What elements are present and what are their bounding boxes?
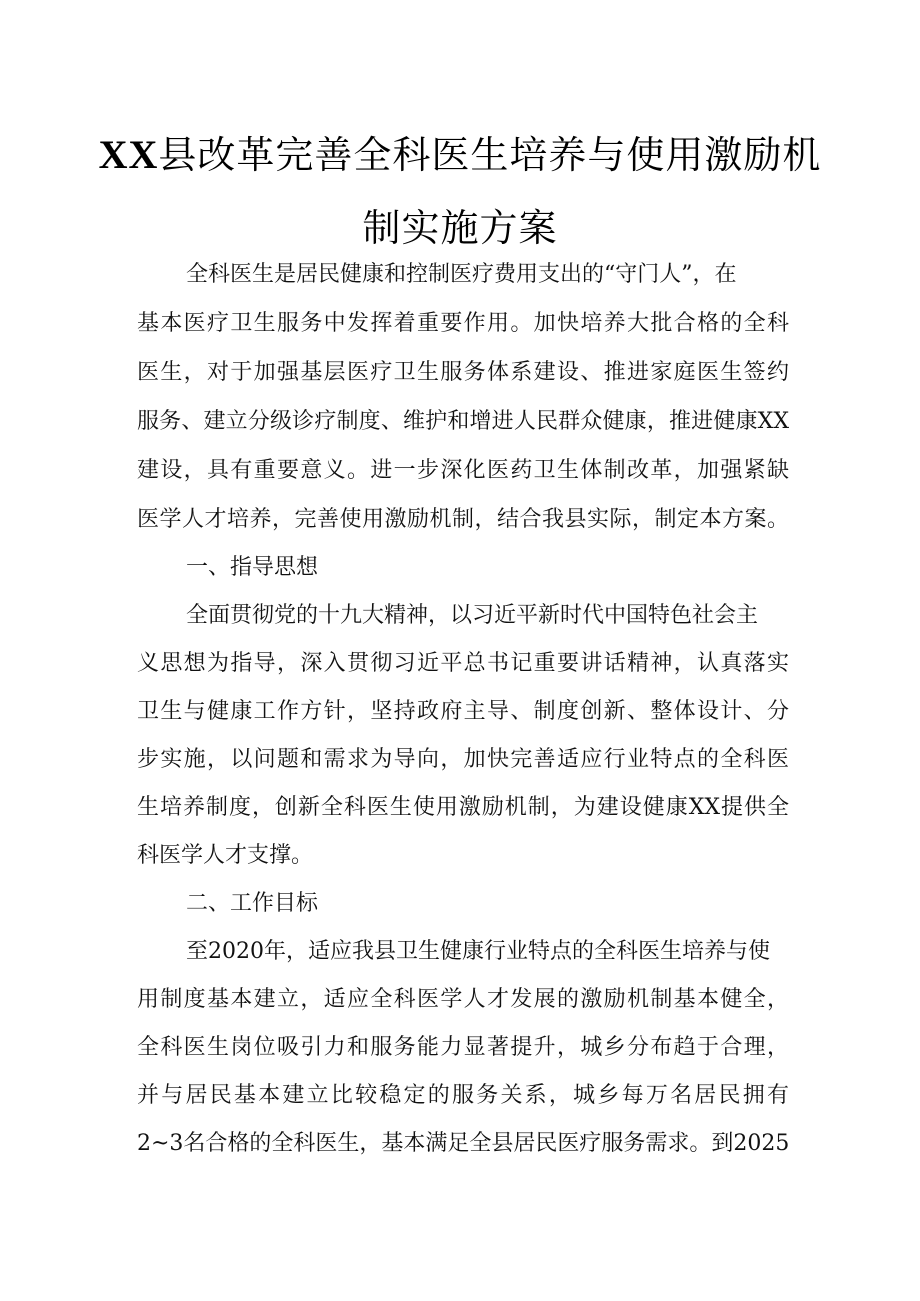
document-title-line-1 xyxy=(0,124,920,179)
section-1-line-4: 步实施，以问题和需求为导向，加快完善适应行业特点的全科医 xyxy=(137,747,789,772)
intro-line-4: 服务、建立分级诊疗制度、维护和增进人民群众健康，推进健康XX xyxy=(137,409,789,434)
intro-line-2: 基本医疗卫生服务中发挥着重要作用。加快培养大批合格的全科 xyxy=(137,311,789,336)
section-2-line-1: 至2020年，适应我县卫生健康行业特点的全科医生培养与使 xyxy=(186,939,770,964)
section-2-line-2: 用制度基本建立，适应全科医学人才发展的激励机制基本健全， xyxy=(137,987,789,1012)
section-1-heading: 一、指导思想 xyxy=(186,555,319,580)
intro-line-5: 建设，具有重要意义。进一步深化医药卫生体制改革，加强紧缺 xyxy=(137,458,789,483)
document-title-line-2: 制实施方案 xyxy=(362,206,558,250)
section-2-line-4: 并与居民基本建立比较稳定的服务关系，城乡每万名居民拥有 xyxy=(137,1083,789,1108)
section-1-line-2: 义思想为指导，深入贯彻习近平总书记重要讲话精神，认真落实 xyxy=(137,651,789,676)
section-1-line-5: 生培养制度，创新全科医生使用激励机制，为建设健康XX提供全 xyxy=(137,795,789,820)
section-1-line-6: 科医学人才支撑。 xyxy=(137,843,314,868)
title-county-code: XX xyxy=(98,132,159,177)
section-2-line-5: 2~3名合格的全科医生，基本满足全县居民医疗服务需求。到2025 xyxy=(137,1131,790,1156)
intro-line-3: 医生，对于加强基层医疗卫生服务体系建设、推进家庭医生签约 xyxy=(137,360,789,385)
section-2-heading: 二、工作目标 xyxy=(186,891,319,916)
section-2-line-3: 全科医生岗位吸引力和服务能力显著提升，城乡分布趋于合理， xyxy=(137,1035,789,1060)
section-1-line-3: 卫生与健康工作方针，坚持政府主导、制度创新、整体设计、分 xyxy=(137,699,789,724)
title-line-1-text: 县改革完善全科医生培养与使用激励机 xyxy=(158,133,822,177)
intro-line-6: 医学人才培养，完善使用激励机制，结合我县实际，制定本方案。 xyxy=(137,507,789,532)
section-1-line-1: 全面贯彻党的十九大精神，以习近平新时代中国特色社会主 xyxy=(186,603,759,628)
intro-line-1: 全科医生是居民健康和控制医疗费用支出的“守门人”，在 xyxy=(186,262,737,287)
